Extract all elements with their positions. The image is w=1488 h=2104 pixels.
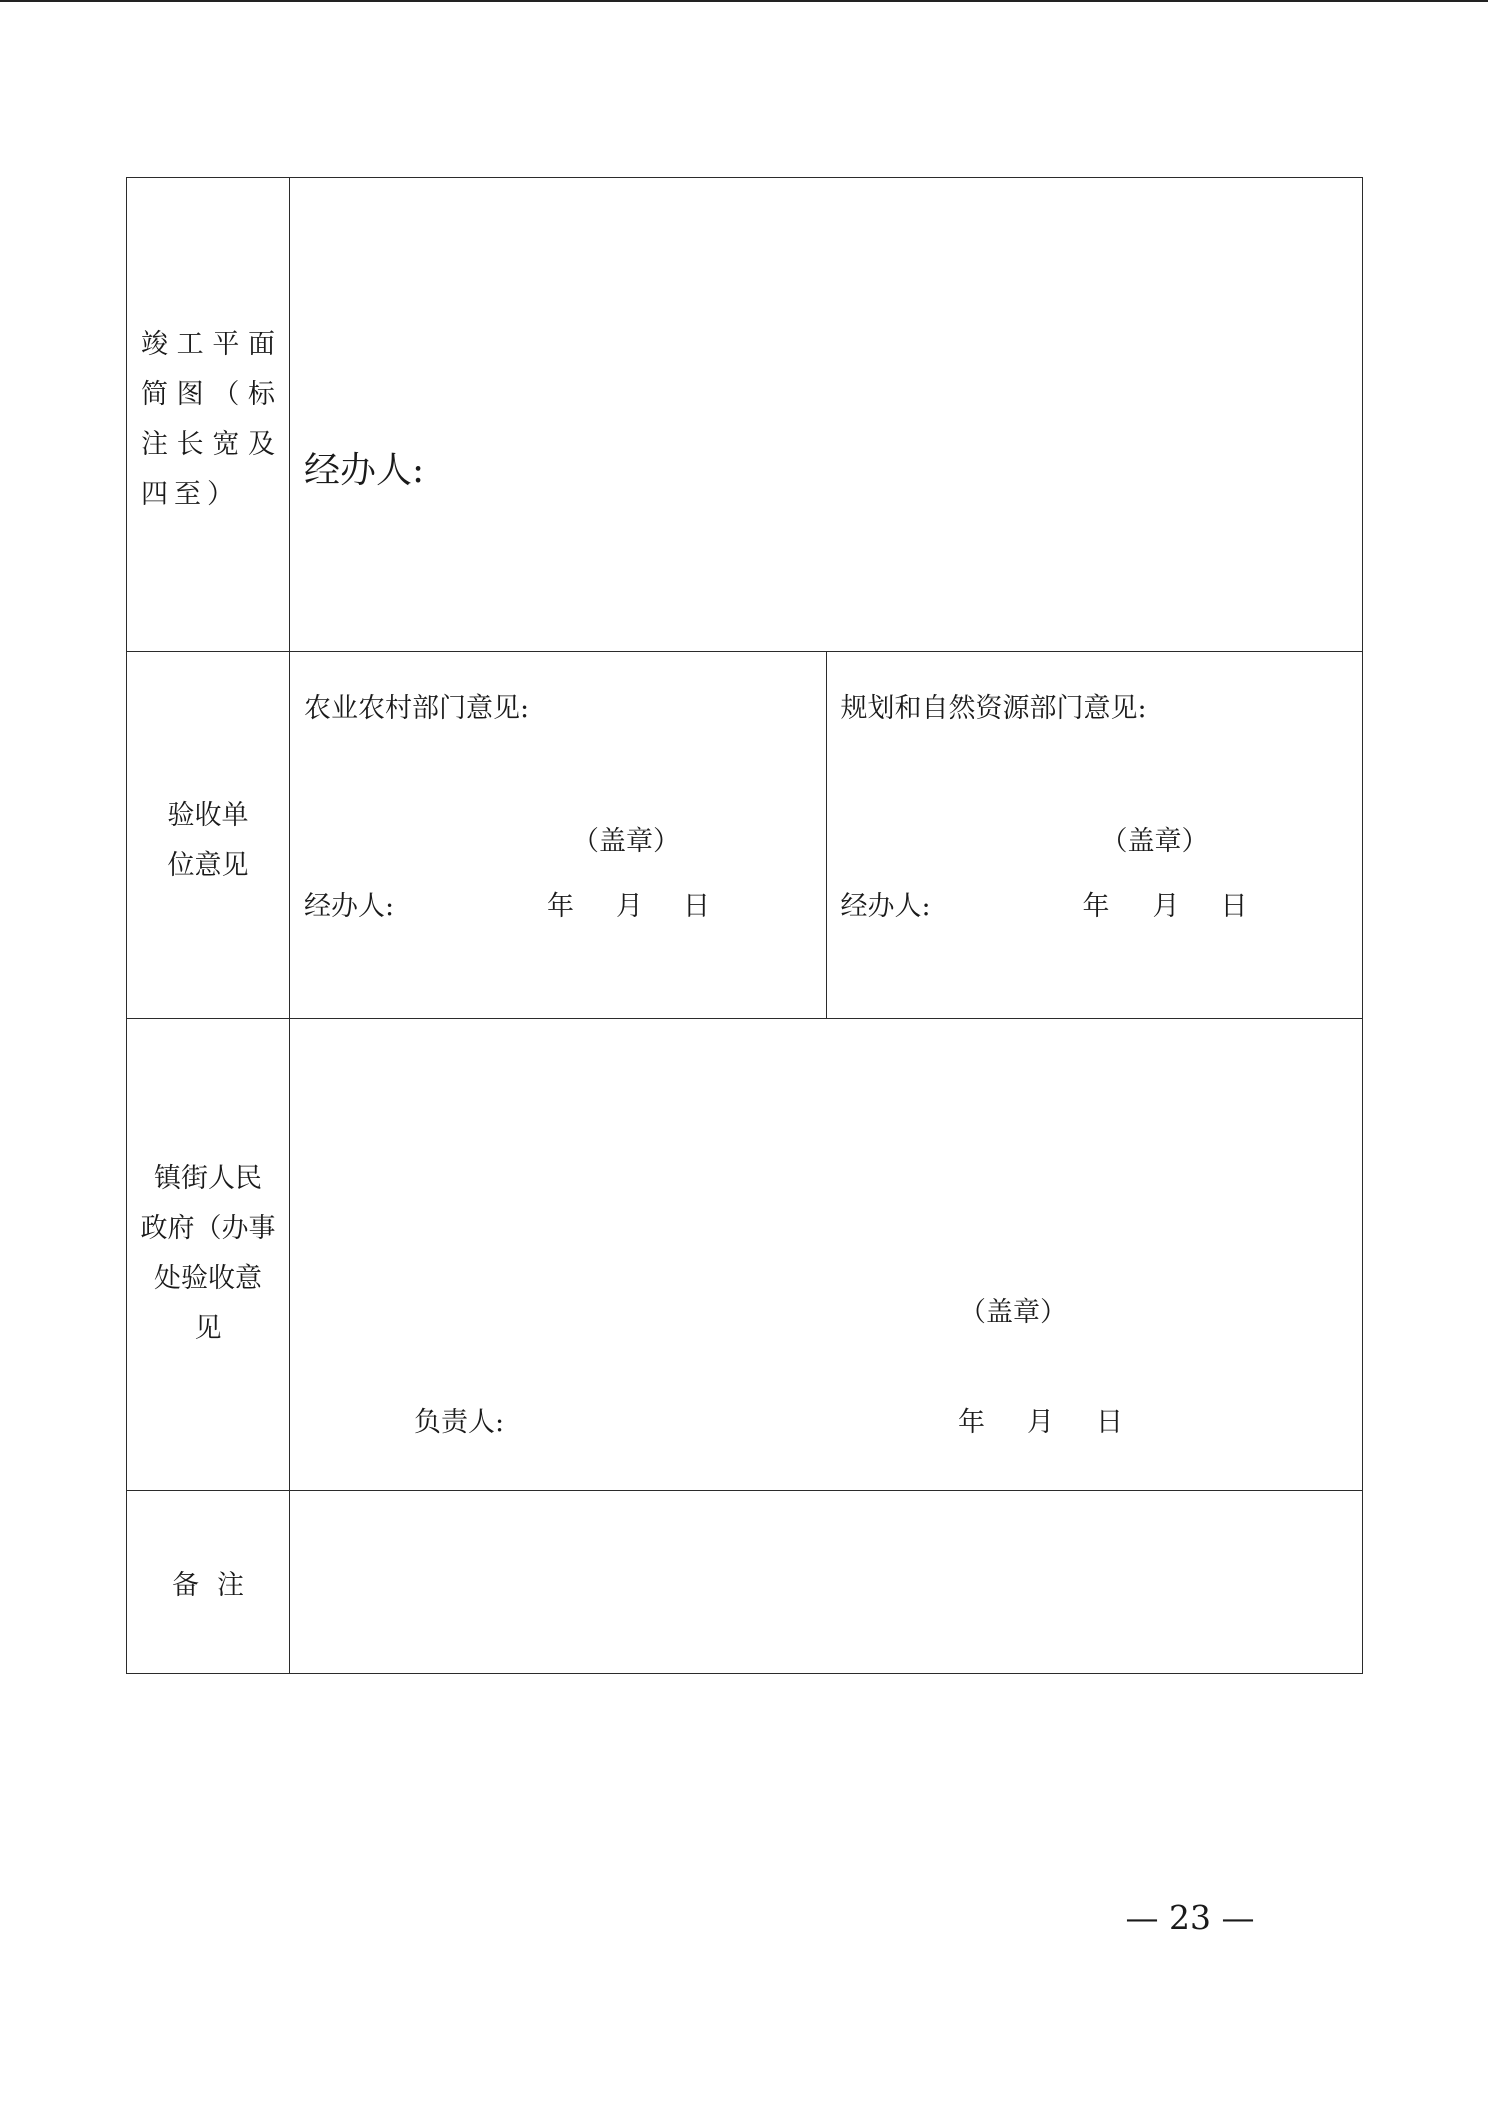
acceptance-label-line: 验收单 — [167, 800, 249, 831]
town-gov-label-line: 镇街人民 — [154, 1163, 262, 1194]
agri-dept-day: 日 — [683, 891, 710, 922]
town-gov-day: 日 — [1096, 1407, 1123, 1438]
town-gov-label-line: 政府（办事 — [140, 1213, 276, 1244]
remarks-content-cell[interactable] — [290, 1491, 1363, 1674]
town-gov-seal: （盖章） — [959, 1297, 1067, 1328]
completion-plan-handler-label: 经办人: — [304, 450, 425, 491]
planning-dept-day: 日 — [1220, 891, 1248, 922]
agri-dept-handler-label: 经办人: — [304, 891, 395, 922]
town-gov-opinion-cell[interactable] — [290, 1019, 1363, 1491]
town-gov-label — [127, 1154, 289, 1354]
page-top-edge — [0, 0, 1488, 2]
agri-dept-title: 农业农村部门意见: — [304, 693, 530, 724]
planning-dept-handler-label: 经办人: — [840, 891, 931, 922]
town-gov-label-line: 见 — [194, 1313, 222, 1344]
planning-dept-year: 年 — [1082, 891, 1110, 922]
planning-dept-month: 月 — [1152, 891, 1180, 922]
town-gov-row — [127, 1019, 1363, 1491]
remarks-row — [127, 1491, 1363, 1674]
agri-dept-seal: （盖章） — [572, 826, 680, 857]
agri-dept-opinion-cell[interactable] — [290, 652, 827, 1019]
planning-dept-title: 规划和自然资源部门意见: — [840, 693, 1147, 724]
town-gov-year: 年 — [958, 1407, 985, 1438]
town-gov-label-cell — [127, 1019, 290, 1491]
acceptance-form-table — [126, 177, 1363, 1674]
town-gov-responsible-label: 负责人: — [414, 1407, 505, 1438]
agri-dept-year: 年 — [547, 891, 574, 922]
planning-dept-seal: （盖章） — [1100, 826, 1209, 857]
acceptance-opinion-row — [127, 652, 1363, 1019]
completion-plan-label: 竣工平面简图（标注长宽及四至） — [141, 329, 281, 510]
acceptance-label — [127, 791, 289, 891]
completion-plan-label-cell — [127, 178, 290, 652]
town-gov-label-line: 处验收意 — [154, 1263, 262, 1294]
agri-dept-month: 月 — [616, 891, 643, 922]
remarks-label: 备注 — [172, 1570, 262, 1601]
remarks-label-cell — [127, 1491, 290, 1674]
completion-plan-row — [127, 178, 1363, 652]
acceptance-label-cell — [127, 652, 290, 1019]
planning-dept-opinion-cell[interactable] — [826, 652, 1363, 1019]
acceptance-label-line: 位意见 — [167, 850, 249, 881]
completion-plan-sketch-area[interactable] — [290, 178, 1363, 652]
page-number: — 23 — — [1125, 1898, 1255, 1937]
town-gov-month: 月 — [1027, 1407, 1054, 1438]
